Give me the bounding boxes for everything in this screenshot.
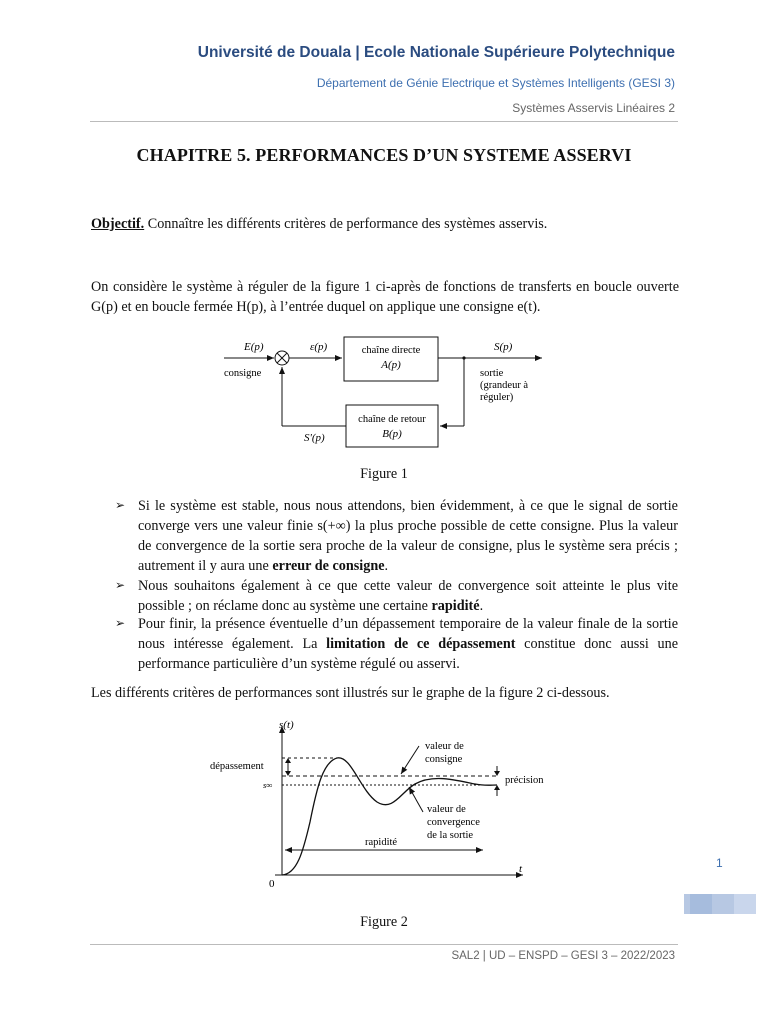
footer-divider	[90, 944, 678, 945]
convergence-callout-arrow	[409, 787, 423, 812]
chapter-title: CHAPITRE 5. PERFORMANCES D’UN SYSTEME ASSERVI	[136, 145, 632, 165]
objective-text: Connaître les différents critères de performance des systèmes asservis.	[144, 216, 548, 232]
feedback-label: S'(p)	[304, 432, 325, 444]
feedback-block	[346, 405, 438, 447]
bullet-marker: ➢	[115, 578, 126, 592]
figure-2-caption: Figure 2	[360, 914, 408, 930]
footer-text: SAL2 | UD – ENSPD – GESI 3 – 2022/2023	[451, 950, 675, 962]
objective-paragraph	[91, 214, 679, 234]
precision-arrow-down	[494, 771, 500, 776]
x-axis-label: t	[519, 863, 523, 875]
convergence-label-1: valeur de	[427, 804, 466, 815]
header-institution: Université de Douala | Ecole Nationale Supérieure Polytechnique	[197, 44, 675, 61]
bullet-marker: ➢	[115, 498, 126, 512]
precision-arrow-up	[494, 785, 500, 790]
convergence-label-3: de la sortie	[427, 830, 474, 841]
precision-label: précision	[505, 775, 544, 786]
output-label: S(p)	[494, 341, 513, 353]
input-label: E(p)	[244, 341, 264, 353]
bullet-overshoot: Pour finir, la présence éventuelle d’un dépassement temporaire de la valeur finale de la sortie nous intéresse également. La limitation de ce dépassement constitue donc aussi une performance particulière d’un système régulé ou asservi.	[138, 616, 678, 672]
overshoot-arrow-down	[285, 771, 291, 776]
page-corner-decoration	[684, 890, 756, 918]
bullet-rapidity: Nous souhaitons également à ce que cette valeur de convergence soit atteinte le plus vite possible ; on réclame donc au système une certaine rapidité.	[138, 578, 678, 614]
setpoint-label-1: valeur de	[425, 741, 464, 752]
bullet-marker: ➢	[115, 616, 126, 630]
output-caption-3: réguler)	[480, 392, 514, 403]
objective-label: Objectif.	[91, 216, 145, 232]
intro-paragraph: On considère le système à réguler de la figure 1 ci-après de fonctions de transferts en boucle ouverte G(p) et en boucle fermée H(p), à l’entrée duquel on applique une consigne e(t).	[91, 279, 679, 315]
s-inf-label: s∞	[263, 780, 273, 790]
feedback-block-tf: B(p)	[382, 428, 402, 440]
figure-1-caption: Figure 1	[360, 466, 408, 482]
criteria-intro: Les différents critères de performances sont illustrés sur le graphe de la figure 2 ci-dessous.	[91, 685, 610, 701]
overshoot-arrow-up	[285, 758, 291, 763]
page-number: 1	[716, 856, 723, 870]
overshoot-label: dépassement	[210, 761, 264, 772]
forward-block-title: chaîne directe	[361, 345, 421, 356]
output-caption-1: sortie	[480, 368, 504, 379]
summing-junction	[275, 351, 289, 365]
input-caption: consigne	[224, 368, 262, 379]
error-label: ε(p)	[310, 341, 328, 353]
rapidity-label: rapidité	[365, 837, 398, 848]
convergence-label-2: convergence	[427, 817, 480, 828]
forward-block-tf: A(p)	[381, 359, 401, 371]
header-course: Systèmes Asservis Linéaires 2	[512, 101, 675, 115]
origin-label: 0	[269, 878, 275, 890]
setpoint-label-2: consigne	[425, 754, 463, 765]
feedback-block-title: chaîne de retour	[358, 414, 426, 425]
output-caption-2: (grandeur à	[480, 380, 529, 391]
bullet-stability: Si le système est stable, nous nous attendons, bien évidemment, à ce que le signal de sortie converge vers une valeur finie s(+∞) la plus proche possible de cette consigne. Plus la valeur de convergence de la sortie sera proche de la valeur de consigne, plus le système sera précis ; autrement il y aura une erreur de consigne.	[138, 498, 678, 574]
header-department: Département de Génie Electrique et Systèmes Intelligents (GESI 3)	[316, 76, 675, 90]
y-axis-label: s(t)	[279, 719, 294, 731]
setpoint-callout-arrow	[401, 746, 419, 774]
figure-2-step-response	[205, 712, 544, 892]
header-divider	[90, 121, 678, 122]
figure-1-block-diagram	[218, 333, 548, 453]
